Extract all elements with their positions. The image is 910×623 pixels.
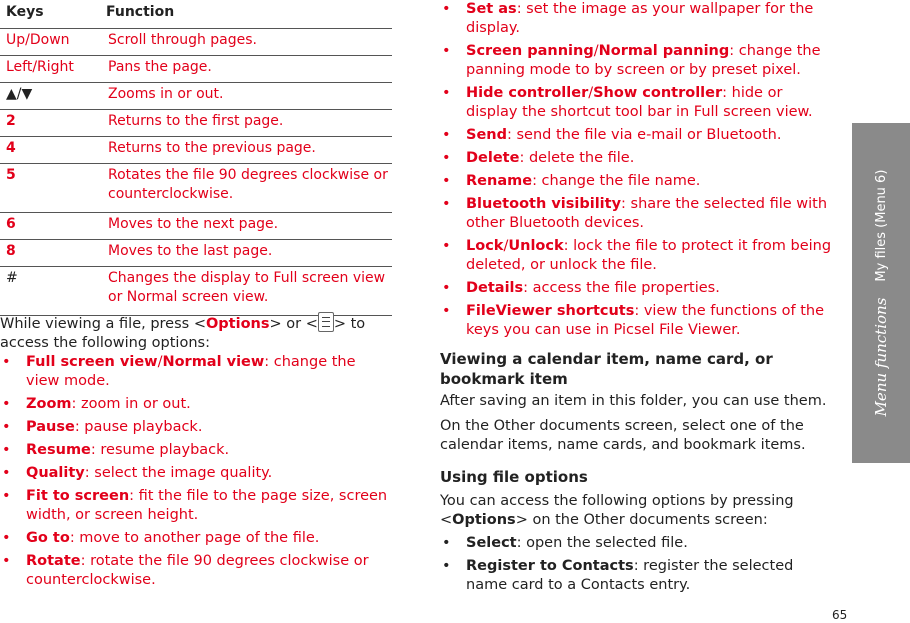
table-row xyxy=(0,267,392,316)
list-item xyxy=(0,418,392,437)
bullet-icon: • xyxy=(2,553,11,569)
option-name: Quality xyxy=(26,465,85,481)
function-cell: Returns to the previous page. xyxy=(106,137,392,164)
bullet-icon: • xyxy=(442,85,451,101)
bullet-icon: • xyxy=(442,196,451,212)
option-name: Full screen view xyxy=(26,354,158,370)
option-description: : share the selected file with other Bluetooth devices. xyxy=(466,196,828,231)
option-description: : move to another page of the file. xyxy=(69,530,320,546)
option-name: Details xyxy=(466,280,524,296)
option-name: Normal panning xyxy=(598,43,730,59)
list-item xyxy=(440,237,835,275)
bullet-icon: • xyxy=(442,43,451,59)
list-item xyxy=(440,534,835,553)
key-cell: 8 xyxy=(0,240,106,267)
bullet-icon: • xyxy=(442,558,451,574)
function-cell: Zooms in or out. xyxy=(106,83,392,110)
intro-text: > to access the following options: xyxy=(0,316,366,351)
intro-text: > on the Other documents screen: xyxy=(515,512,768,528)
file-options-list xyxy=(440,534,835,599)
option-name: Normal view xyxy=(162,354,265,370)
option-name: Rename xyxy=(466,173,533,189)
section-title: My files (Menu 6) xyxy=(873,169,889,282)
option-description: : access the file properties. xyxy=(523,280,720,296)
option-name: Register to Contacts xyxy=(466,558,634,574)
table-row xyxy=(0,137,392,164)
intro-text: You can access the following options by pressing < xyxy=(440,493,794,528)
key-cell: 2 xyxy=(0,110,106,137)
option-name: Rotate xyxy=(26,553,81,569)
options-key-label: Options xyxy=(205,316,270,332)
bullet-icon: • xyxy=(2,465,11,481)
option-description: : fit the file to the page size, screen width, or screen height. xyxy=(26,488,388,523)
intro-text: > or < xyxy=(269,316,318,332)
bullet-icon: • xyxy=(442,535,451,551)
list-item xyxy=(0,464,392,483)
bullet-icon: • xyxy=(2,442,11,458)
function-cell: Pans the page. xyxy=(106,56,392,83)
function-cell: Changes the display to Full screen view or Normal screen view. xyxy=(106,267,392,316)
function-header: Function xyxy=(106,0,392,29)
list-item xyxy=(0,353,392,391)
list-item xyxy=(440,42,835,80)
option-description: / xyxy=(503,238,509,254)
bullet-icon: • xyxy=(2,419,11,435)
options-key-label: Options xyxy=(452,512,516,528)
option-name: Set as xyxy=(466,1,517,17)
bullet-icon: • xyxy=(442,127,451,143)
list-item xyxy=(0,395,392,414)
key-cell: Up/Down xyxy=(0,29,106,56)
list-item xyxy=(440,172,835,191)
viewing-intro xyxy=(0,312,390,353)
option-name: Lock xyxy=(466,238,504,254)
option-description: : rotate the file 90 degrees clockwise or counterclockwise. xyxy=(26,553,369,588)
option-name: Hide controller xyxy=(466,85,589,101)
bullet-icon: • xyxy=(442,1,451,17)
list-item xyxy=(0,529,392,548)
option-description: / xyxy=(588,85,594,101)
table-row xyxy=(0,240,392,267)
option-description: : resume playback. xyxy=(90,442,230,458)
option-description: : hide or display the shortcut tool bar in Full screen view. xyxy=(466,85,813,120)
list-item xyxy=(0,552,392,590)
page-number: 65 xyxy=(832,608,848,622)
bullet-icon: • xyxy=(442,303,451,319)
option-description: : set the image as your wallpaper for the display. xyxy=(466,1,814,36)
option-description: : change the file name. xyxy=(532,173,701,189)
option-description: : view the functions of the keys you can use in Picsel File Viewer. xyxy=(466,303,825,338)
option-name: Fit to screen xyxy=(26,488,130,504)
bullet-icon: • xyxy=(2,530,11,546)
option-description: : change the view mode. xyxy=(26,354,356,389)
bullet-icon: • xyxy=(442,238,451,254)
option-name: Send xyxy=(466,127,507,143)
option-description: : open the selected file. xyxy=(516,535,688,551)
option-name: FileViewer shortcuts xyxy=(466,303,635,319)
bullet-icon: • xyxy=(442,280,451,296)
option-description: / xyxy=(593,43,599,59)
option-description: : delete the file. xyxy=(519,150,635,166)
table-row xyxy=(0,164,392,213)
function-cell: Scroll through pages. xyxy=(106,29,392,56)
bullet-icon: • xyxy=(442,150,451,166)
calendar-para-1: After saving an item in this folder, you can use them. xyxy=(440,393,827,409)
key-cell: # xyxy=(0,267,106,316)
chapter-side-tab xyxy=(852,123,910,463)
option-name: Delete xyxy=(466,150,520,166)
key-cell: ▲/▼ xyxy=(0,83,106,110)
list-item xyxy=(440,149,835,168)
file-options-heading: Using file options xyxy=(440,468,588,486)
key-cell: Left/Right xyxy=(0,56,106,83)
key-cell: 5 xyxy=(0,164,106,213)
option-name: Zoom xyxy=(26,396,72,412)
bullet-icon: • xyxy=(2,396,11,412)
table-row xyxy=(0,213,392,240)
option-name: Show controller xyxy=(593,85,723,101)
key-cell: 6 xyxy=(0,213,106,240)
option-description: : change the panning mode to by screen or by preset pixel. xyxy=(466,43,821,78)
option-description: / xyxy=(157,354,163,370)
option-description: : pause playback. xyxy=(74,419,203,435)
function-cell: Moves to the last page. xyxy=(106,240,392,267)
function-cell: Rotates the file 90 degrees clockwise or counterclockwise. xyxy=(106,164,392,213)
option-description: : select the image quality. xyxy=(84,465,273,481)
list-item xyxy=(440,195,835,233)
function-cell: Returns to the first page. xyxy=(106,110,392,137)
bullet-icon: • xyxy=(2,488,11,504)
option-description: : lock the file to protect it from being deleted, or unlock the file. xyxy=(466,238,832,273)
option-name: Go to xyxy=(26,530,70,546)
file-options-intro xyxy=(440,492,840,530)
bullet-icon: • xyxy=(2,354,11,370)
list-item xyxy=(440,84,835,122)
list-item xyxy=(440,279,835,298)
table-row xyxy=(0,83,392,110)
option-name: Unlock xyxy=(508,238,564,254)
intro-text: While viewing a file, press < xyxy=(0,316,206,332)
key-cell: 4 xyxy=(0,137,106,164)
table-row xyxy=(0,56,392,83)
option-name: Resume xyxy=(26,442,91,458)
menu-key-icon xyxy=(318,312,334,332)
option-description: : zoom in or out. xyxy=(71,396,191,412)
list-item xyxy=(440,557,835,595)
list-item xyxy=(0,441,392,460)
file-view-options-list xyxy=(440,0,835,344)
calendar-para-2: On the Other documents screen, select one of the calendar items, name cards, and bookmark items. xyxy=(440,418,806,453)
table-row xyxy=(0,110,392,137)
option-name: Screen panning xyxy=(466,43,594,59)
calendar-section-heading: Viewing a calendar item, name card, or bookmark item xyxy=(440,350,773,388)
option-name: Bluetooth visibility xyxy=(466,196,622,212)
function-cell: Moves to the next page. xyxy=(106,213,392,240)
chapter-title: Menu functions xyxy=(872,297,890,417)
option-description: : register the selected name card to a Contacts entry. xyxy=(466,558,794,593)
keys-table xyxy=(0,0,392,316)
option-name: Pause xyxy=(26,419,75,435)
list-item xyxy=(440,126,835,145)
list-item xyxy=(440,0,835,38)
list-item xyxy=(440,302,835,340)
list-item xyxy=(0,487,392,525)
table-row xyxy=(0,29,392,56)
keys-header: Keys xyxy=(0,0,106,29)
viewing-options-list xyxy=(0,353,392,594)
option-name: Select xyxy=(466,535,517,551)
option-description: : send the file via e-mail or Bluetooth. xyxy=(506,127,782,143)
bullet-icon: • xyxy=(442,173,451,189)
